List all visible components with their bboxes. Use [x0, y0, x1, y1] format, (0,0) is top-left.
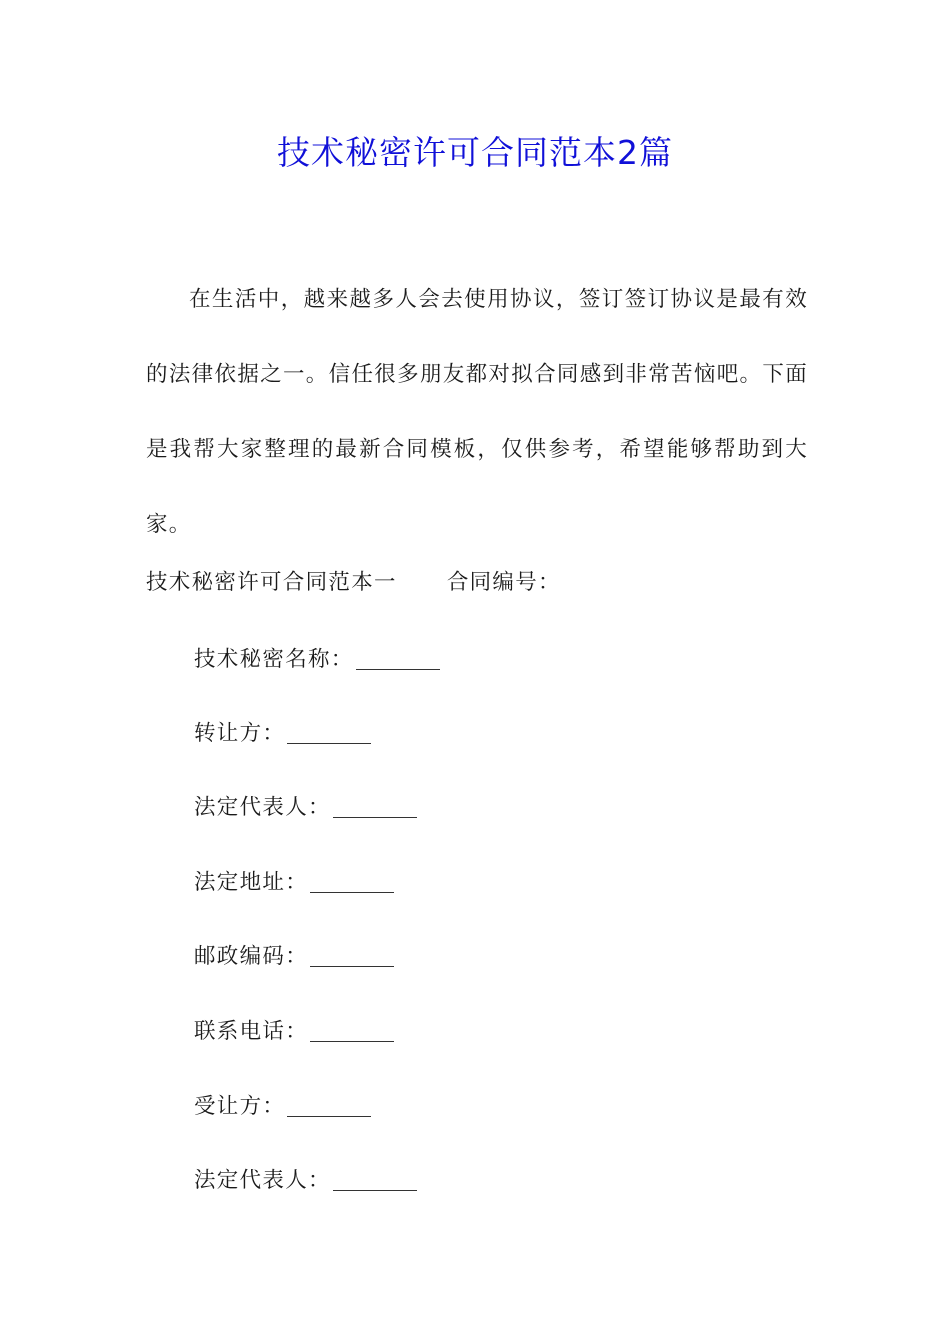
field-label: 转让方： [194, 721, 286, 746]
field-transferor-address [194, 863, 394, 903]
section-title: 技术秘密许可合同范本一 [146, 570, 397, 595]
field-phone [194, 1012, 394, 1052]
field-label: 联系电话： [194, 1019, 309, 1044]
fill-blank [287, 1115, 371, 1117]
contract-number-label: 合同编号： [446, 570, 561, 595]
field-label: 受让方： [194, 1094, 286, 1119]
field-transferee-legal-rep [194, 1161, 417, 1201]
field-label: 法定代表人： [194, 1168, 331, 1193]
field-postal-code [194, 937, 394, 977]
fill-blank [333, 1189, 417, 1191]
field-label: 法定地址： [194, 870, 309, 895]
field-tech-secret-name [194, 640, 440, 680]
field-transferor-legal-rep [194, 788, 417, 828]
fill-blank [287, 742, 371, 744]
field-label: 法定代表人： [194, 795, 331, 820]
document-title: 技术秘密许可合同范本2篇 [277, 133, 673, 172]
field-transferee [194, 1087, 371, 1127]
intro-paragraph: 在生活中，越来越多人会去使用协议，签订签订协议是最有效的法律依据之一。信任很多朋友都对拟合同感到非常苦恼吧。下面是我帮大家整理的最新合同模板，仅供参考，希望能够帮助到大家。 [146, 287, 808, 537]
fill-blank [310, 891, 394, 893]
fill-blank [333, 816, 417, 818]
fill-blank [310, 1040, 394, 1042]
field-label: 邮政编码： [194, 944, 309, 969]
fill-blank [356, 668, 440, 670]
section-heading [146, 563, 561, 603]
field-label: 技术秘密名称： [194, 647, 354, 672]
fill-blank [310, 965, 394, 967]
field-transferor [194, 714, 371, 754]
